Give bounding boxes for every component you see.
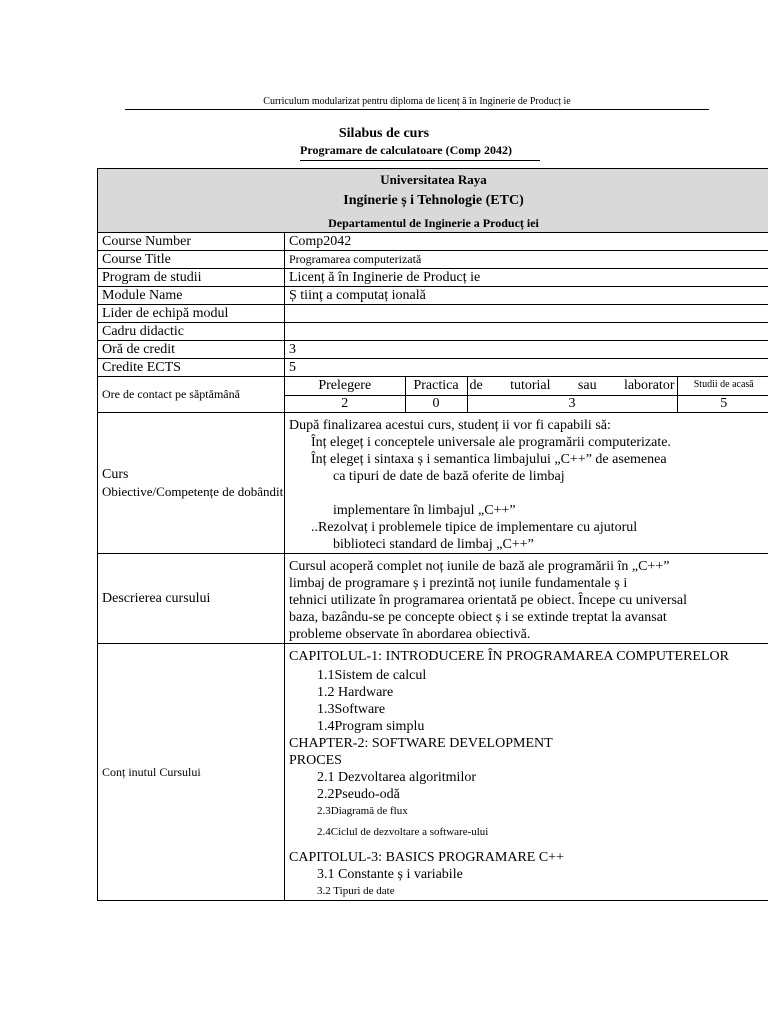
lesson-item: 1.4Program simplu [317, 719, 425, 734]
faculty-name: Inginerie ș i Tehnologie (ETC) [343, 193, 524, 208]
description-line: Cursul acoperă complet noț iunile de bază ale programării în „C++” [289, 559, 670, 574]
tutorial-word-2: tutorial [510, 377, 551, 393]
row-label: Course Number [98, 233, 285, 251]
chapter-heading: CAPITOLUL-1: INTRODUCERE ÎN PROGRAMAREA COMPUTERELOR [289, 649, 729, 664]
lesson-item: 1.1Sistem de calcul [317, 668, 427, 683]
objectives-label-line-2: Obiective/Competențe de dobândit [102, 484, 284, 499]
row-label: Lider de echipă modul [98, 305, 285, 323]
table-row [98, 341, 768, 359]
running-header: Curriculum modularizat pentru diploma de licenț ă în Inginerie de Producț ie [125, 96, 709, 110]
content-label: Conț inutul Cursului [98, 644, 285, 901]
row-value [285, 323, 768, 341]
document-subtitle: Programare de calculatoare (Comp 2042) [300, 143, 540, 161]
description-line: baza, bazându-se pe concepte obiect ș i se extinde treptat la avansat [289, 610, 667, 625]
row-label: Course Title [98, 251, 285, 269]
practice-header: Practica [405, 377, 467, 395]
row-label: Credite ECTS [98, 359, 285, 377]
table-row [98, 251, 768, 269]
lesson-item: 1.3Software [317, 702, 386, 717]
tutorial-word-3: sau [577, 377, 597, 393]
lesson-item: 2.1 Dezvoltarea algoritmilor [317, 770, 476, 785]
table-row [98, 233, 768, 251]
objective-line: După finalizarea acestui curs, studenț ii vor fi capabili să: [289, 418, 611, 433]
objective-line: ca tipuri de date de bază oferite de limbaj [333, 469, 565, 484]
university-name: Universitatea Raya [380, 172, 487, 187]
row-value: 5 [285, 359, 768, 377]
description-line: limbaj de programare ș i prezintă noț iunile fundamentale ș i [289, 576, 628, 591]
row-label: Module Name [98, 287, 285, 305]
chapter-heading: CAPITOLUL-3: BASICS PROGRAMARE C++ [289, 850, 564, 865]
course-content [285, 644, 768, 901]
contact-hours-table [285, 377, 768, 412]
content-row [98, 644, 768, 901]
chapter-heading-continued: PROCES [289, 753, 342, 768]
table-row [98, 359, 768, 377]
contact-hours-label: Ore de contact pe săptămână [98, 377, 285, 413]
objectives-label [98, 413, 285, 554]
contact-hours-row [98, 377, 768, 413]
objectives-row [98, 413, 768, 554]
lesson-item: 2.2Pseudo-odă [317, 787, 400, 802]
tutorial-word-1: de [469, 377, 483, 393]
objective-line: biblioteci standard de limbaj „C++” [333, 537, 534, 552]
row-value [285, 305, 768, 323]
document-title: Silabus de curs [338, 126, 430, 141]
table-row [98, 323, 768, 341]
tutorial-lab-header [467, 377, 677, 395]
lecture-header: Prelegere [285, 377, 405, 395]
objectives-label-line-1: Curs [102, 467, 129, 482]
department-name: Departamentul de Inginerie a Producț iei [328, 216, 539, 230]
row-value: Ș tiinț a computaț ională [285, 287, 768, 305]
row-value: Programarea computerizată [285, 251, 768, 269]
chapter-heading: CHAPTER-2: SOFTWARE DEVELOPMENT [289, 736, 553, 751]
table-row [98, 287, 768, 305]
description-content [285, 554, 768, 644]
table-row [98, 269, 768, 287]
lesson-item: 2.3Diagramă de flux [317, 805, 408, 817]
lesson-item: 1.2 Hardware [317, 685, 394, 700]
syllabus-table [97, 168, 768, 901]
lecture-hours: 2 [341, 395, 349, 411]
table-row [98, 305, 768, 323]
description-line: tehnici utilizate în programarea orientată pe obiect. Începe cu universal [289, 593, 688, 608]
tutorial-word-4: laborator [623, 377, 675, 393]
row-label: Cadru didactic [98, 323, 285, 341]
objective-line: Înț elegeț i sintaxa ș i semantica limbajului „C++” de asemenea [311, 452, 667, 467]
row-value: Comp2042 [285, 233, 768, 251]
row-label: Program de studii [98, 269, 285, 287]
objective-line: ..Rezolvaț i problemele tipice de implementare cu ajutorul [311, 520, 638, 535]
description-line: probleme observate în abordarea obiectivă. [289, 627, 531, 642]
objectives-content [285, 413, 768, 554]
objective-line: Înț elegeț i conceptele universale ale programării computerizate. [311, 435, 671, 450]
description-row [98, 554, 768, 644]
lesson-item: 3.2 Tipuri de date [317, 885, 395, 897]
row-label: Oră de credit [98, 341, 285, 359]
row-value: 3 [285, 341, 768, 359]
lesson-item: 3.1 Constante ș i variabile [317, 867, 463, 882]
description-label: Descrierea cursului [98, 554, 285, 644]
tutorial-hours: 3 [467, 395, 677, 412]
home-study-hours: 5 [677, 395, 768, 412]
lesson-item: 2.4Ciclul de dezvoltare a software-ului [317, 826, 489, 838]
objective-line: implementare în limbajul „C++” [333, 503, 516, 518]
practice-hours: 0 [405, 395, 467, 412]
home-study-header: Studii de acasă [677, 377, 768, 395]
institution-header [98, 169, 768, 233]
row-value: Licenț ă în Inginerie de Producț ie [285, 269, 768, 287]
